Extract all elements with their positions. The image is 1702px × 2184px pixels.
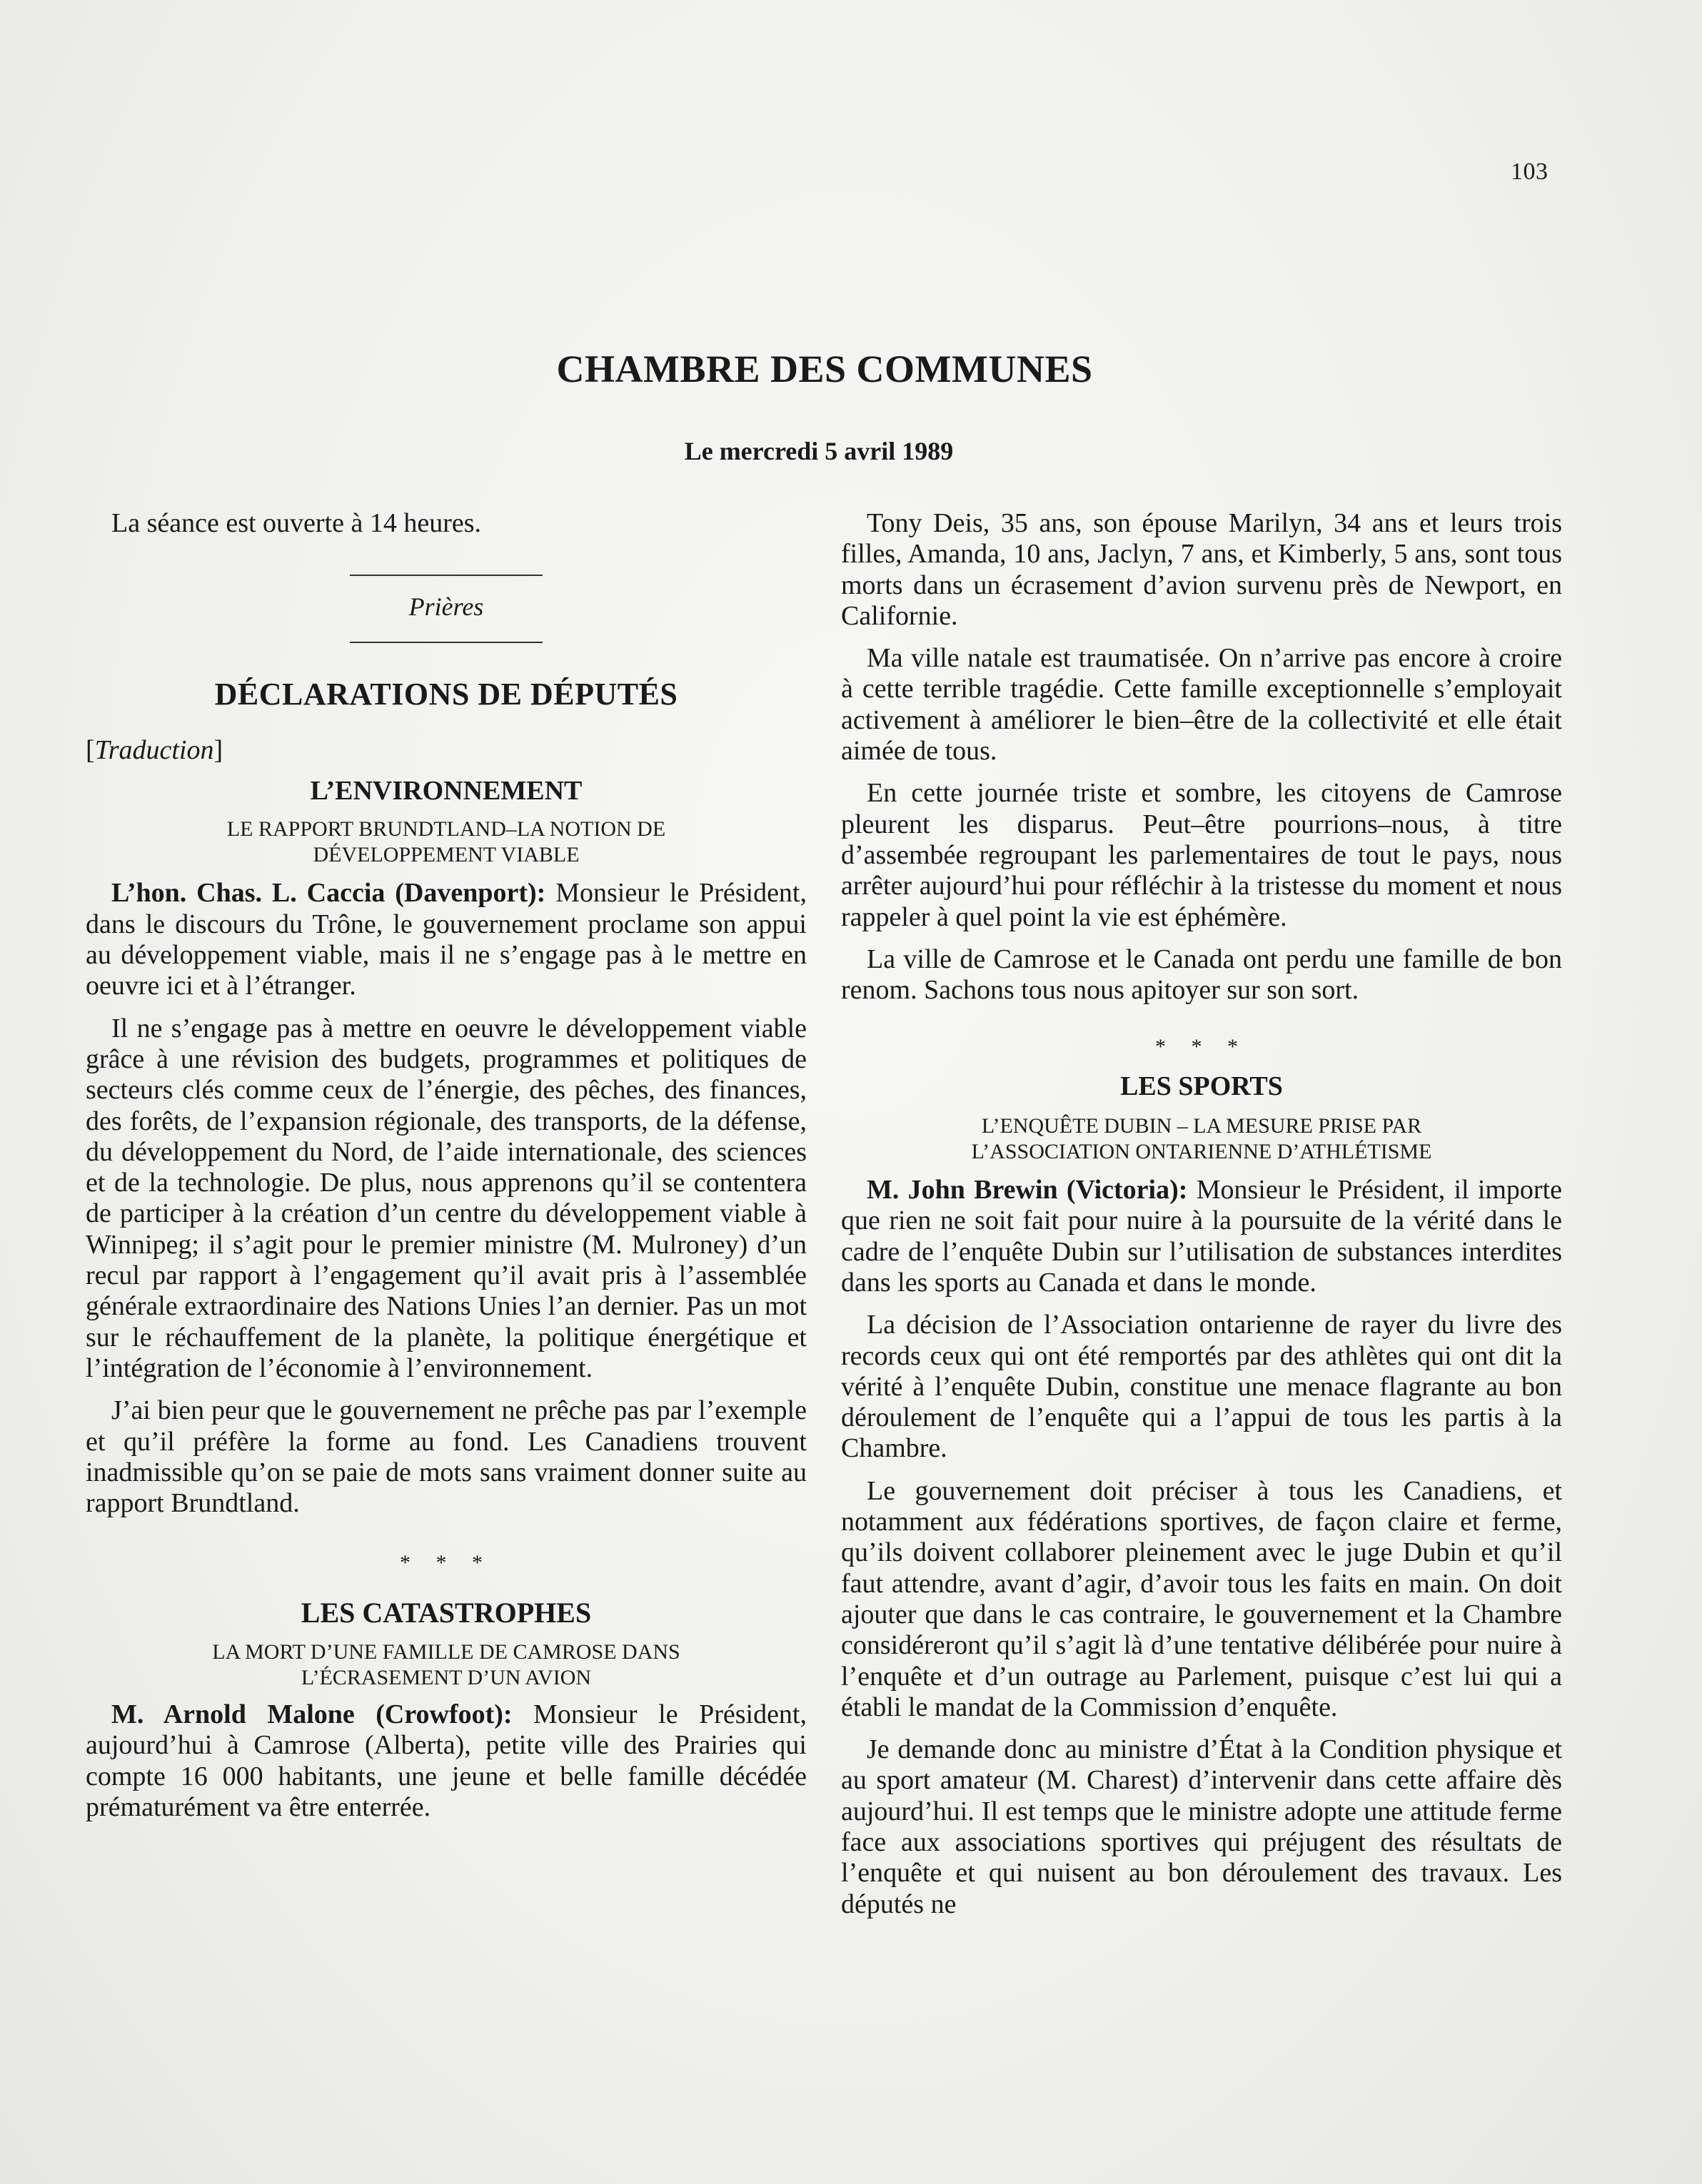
sitting-opening: La séance est ouverte à 14 heures. xyxy=(111,508,482,538)
paragraph-text: Monsieur le Président, il importe que rien ne soit fait pour nuire à la poursuite de la vérité dans le cadre de l’enquête Dubin sur l’utilisation de substances interdites dans les sports au Canada et dans le monde. xyxy=(841,1175,1563,1298)
rubric-catastrophes: LES CATASTROPHES xyxy=(301,1596,592,1629)
prayers-label: Prières xyxy=(408,592,484,622)
statement-paragraph: Ma ville natale est traumatisée. On n’arrive pas encore à croire à cette terrible tragédie. Cette famille exceptionnelle s’employait activement à améliorer le bien–être de la collectivité et elle était aimée de tous. xyxy=(841,643,1562,767)
section-title: DÉCLARATIONS DE DÉPUTÉS xyxy=(214,676,678,712)
left-column xyxy=(86,508,807,1834)
statement-paragraph xyxy=(841,1175,1562,1298)
right-column xyxy=(841,508,1562,1931)
translation-open: [ xyxy=(86,734,95,765)
statement-paragraph: La décision de l’Association ontarienne de rayer du livre des records ceux qui ont été remportés par des athlètes qui ont dit la vérité à l’enquête Dubin, constitue une menace flagrante au bon déroulement de l’enquête qui a l’appui de tous les partis à la Chambre. xyxy=(841,1310,1562,1464)
sitting-date: Le mercredi 5 avril 1989 xyxy=(684,437,954,465)
subrubric-line: LE RAPPORT BRUNDTLAND–LA NOTION DE xyxy=(226,817,666,841)
statement-paragraph: En cette journée triste et sombre, les citoyens de Camrose pleurent les disparus. Peut–être pourrions–nous, à titre d’assembée regroupant les parlementaires de tout le pays, nous arrêter aujourd’hui pour réfléchir à la tristesse du moment et nous rappeler à quel point la vie est éphémère. xyxy=(841,778,1562,932)
statement-paragraph xyxy=(86,878,807,1001)
statement-paragraph xyxy=(86,1699,807,1823)
subrubric-line: L’ASSOCIATION ONTARIENNE D’ATHLÉTISME xyxy=(971,1140,1432,1164)
page-title: CHAMBRE DES COMMUNES xyxy=(556,348,1093,390)
translation-close: ] xyxy=(213,734,223,765)
paragraph-text: Monsieur le Président, dans le discours du Trône, le gouvernement proclame son appui au développement viable, mais il ne s’engage pas à le mettre en oeuvre ici et à l’étranger. xyxy=(86,878,807,1001)
rubric-environment: L’ENVIRONNEMENT xyxy=(310,776,583,807)
rubric-sports: LES SPORTS xyxy=(1120,1071,1283,1101)
subrubric-line: DÉVELOPPEMENT VIABLE xyxy=(313,843,580,867)
speaker-name: M. John Brewin (Victoria): xyxy=(867,1175,1188,1205)
section-separator: * * * xyxy=(1155,1035,1248,1059)
divider-rule xyxy=(350,575,543,576)
statement-paragraph: Le gouvernement doit préciser à tous les Canadiens, et notamment aux fédérations sportives, de façon claire et ferme, qu’ils doivent collaborer pleinement avec le juge Dubin et qu’il faut attendre, avant d’agir, d’avoir tous les faits en main. On doit ajouter que dans le cas contraire, le gouvernement et la Chambre considéreront qu’il s’agit là d’une tentative délibérée pour nuire à l’enquête et d’un outrage au Parlement, puisque c’est lui qui a établi le mandat de la Commission d’enquête. xyxy=(841,1475,1562,1722)
statement-paragraph: J’ai bien peur que le gouvernement ne prêche pas par l’exemple et qu’il préfère la forme au fond. Les Canadiens trouvent inadmissible qu’on se paie de mots sans vraiment donner suite au rapport Brundtland. xyxy=(86,1395,807,1519)
speaker-name: L’hon. Chas. L. Caccia (Davenport): xyxy=(111,878,546,909)
statement-paragraph: La ville de Camrose et le Canada ont perdu une famille de bon renom. Sachons tous nous apitoyer sur son sort. xyxy=(841,944,1562,1006)
section-separator: * * * xyxy=(400,1551,493,1575)
translation-note xyxy=(86,735,807,766)
statement-paragraph: Je demande donc au ministre d’État à la Condition physique et au sport amateur (M. Charest) d’intervenir dans cette affaire dès aujourd’hui. Il est temps que le ministre adopte une attitude ferme face aux associations sportives qui préjugent des résultats de l’enquête et qui nuisent au bon déroulement des travaux. Les députés ne xyxy=(841,1734,1562,1919)
translation-word: Traduction xyxy=(94,734,214,765)
subrubric-line: L’ÉCRASEMENT D’UN AVION xyxy=(301,1666,592,1690)
speaker-name: M. Arnold Malone (Crowfoot): xyxy=(111,1699,513,1730)
paragraph-text: Monsieur le Président, aujourd’hui à Camrose (Alberta), petite ville des Prairies qui compte 16 000 habitants, une jeune et belle famille décédée prématurément va être enterrée. xyxy=(86,1699,807,1822)
subrubric-line: L’ENQUÊTE DUBIN – LA MESURE PRISE PAR xyxy=(981,1114,1422,1138)
divider-rule xyxy=(350,642,543,643)
statement-paragraph: Tony Deis, 35 ans, son épouse Marilyn, 34 ans et leurs trois filles, Amanda, 10 ans, Jaclyn, 7 ans, et Kimberly, 5 ans, sont tous morts dans un écrasement d’avion survenu près de Newport, en Californie. xyxy=(841,508,1562,631)
statement-paragraph: Il ne s’engage pas à mettre en oeuvre le développement viable grâce à une révision des budgets, programmes et politiques de secteurs clés comme ceux de l’énergie, des pêches, des finances, des forêts, de l’expansion régionale, des transports, de la défense, du développement du Nord, de l’aide internationale, des sciences et de la technologie. De plus, nous apprenons qu’il se contentera de participer à la création d’un centre du développement viable à Winnipeg; il s’agit pour le premier ministre (M. Mulroney) d’un recul par rapport à l’engagement qu’il avait pris à l’assemblée générale extraordinaire des Nations Unies l’an dernier. Pas un mot sur le réchauffement de la planète, la politique énergétique et l’intégration de l’économie à l’environnement. xyxy=(86,1013,807,1383)
page-number: 103 xyxy=(1511,158,1549,185)
subrubric-line: LA MORT D’UNE FAMILLE DE CAMROSE DANS xyxy=(212,1640,680,1664)
